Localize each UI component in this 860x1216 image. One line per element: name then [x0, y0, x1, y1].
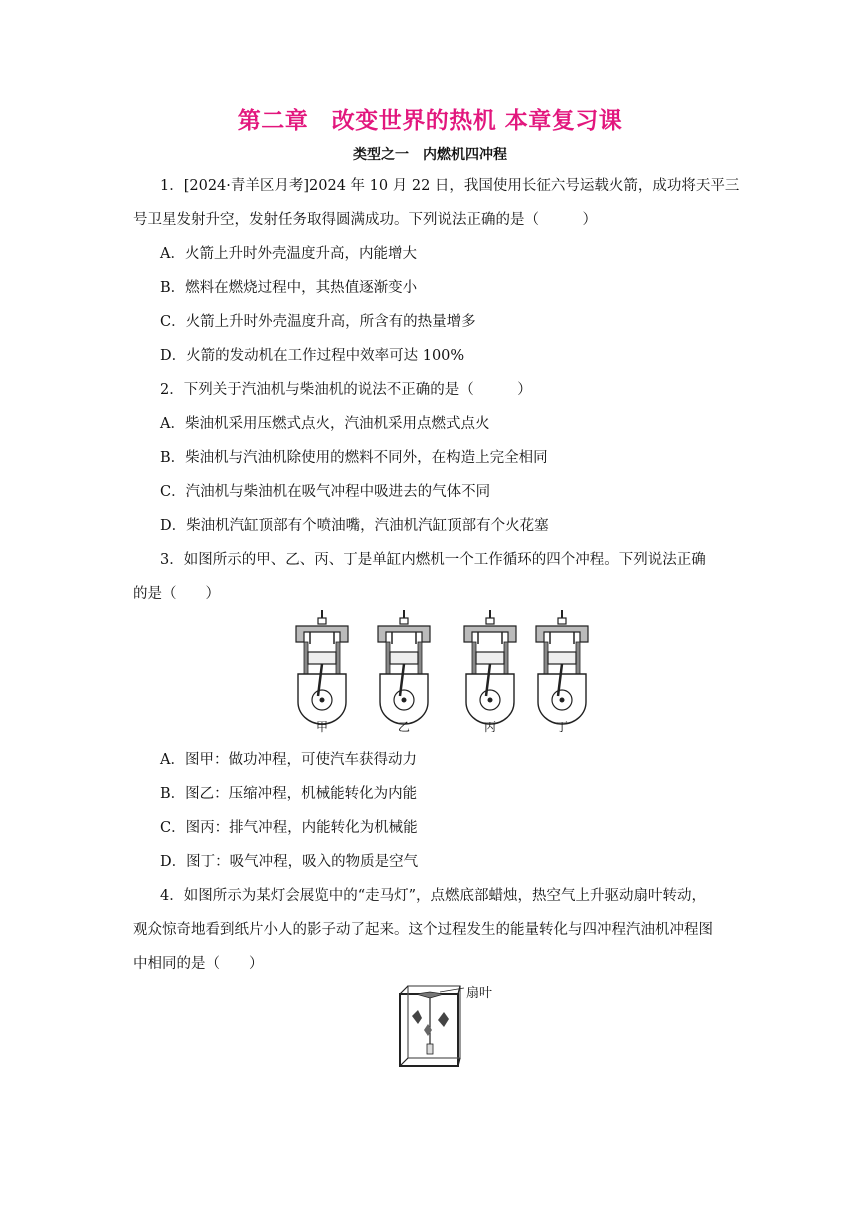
figure-label-jia: 甲 [316, 720, 329, 734]
engine-jia-icon [296, 610, 348, 724]
engine-yi-icon [378, 610, 430, 724]
question-4-stem-line-3: 中相同的是（ ） [133, 956, 264, 972]
figure-label-yi: 乙 [398, 720, 411, 734]
fan-blade-label: 扇叶 [466, 986, 493, 1001]
question-2-option-c: C．汽油机与柴油机在吸气冲程中吸进去的气体不同 [160, 484, 491, 500]
question-2-option-d: D．柴油机汽缸顶部有个喷油嘴，汽油机汽缸顶部有个火花塞 [160, 518, 549, 534]
question-4-stem-line-2: 观众惊奇地看到纸片小人的影子动了起来。这个过程发生的能量转化与四冲程汽油机冲程图 [133, 922, 713, 938]
question-3-option-a: A．图甲：做功冲程，可使汽车获得动力 [160, 752, 417, 768]
question-3-option-d: D．图丁：吸气冲程，吸入的物质是空气 [160, 854, 419, 870]
question-1-stem-line-1: 1．[2024·青羊区月考]2024 年 10 月 22 日，我国使用长征六号运载火箭，成功将天平三 [160, 178, 740, 194]
question-3-option-b: B．图乙：压缩冲程，机械能转化为内能 [160, 786, 418, 802]
question-3-stem-line-1: 3．如图所示的甲、乙、丙、丁是单缸内燃机一个工作循环的四个冲程。下列说法正确 [160, 552, 706, 568]
engine-strokes-figure [290, 608, 590, 736]
engine-bing-icon [464, 610, 516, 724]
question-1-option-b: B．燃料在燃烧过程中，其热值逐渐变小 [160, 280, 418, 296]
page-title: 第二章 改变世界的热机 本章复习课 [237, 108, 623, 134]
engine-ding-icon [536, 610, 588, 724]
question-2-option-a: A．柴油机采用压燃式点火，汽油机采用点燃式点火 [160, 416, 490, 432]
figure-label-ding: 丁 [556, 720, 569, 734]
question-2-stem-line-1: 2．下列关于汽油机与柴油机的说法不正确的是（ ） [160, 382, 532, 398]
lantern-figure [380, 980, 500, 1072]
question-1-option-c: C．火箭上升时外壳温度升高，所含有的热量增多 [160, 314, 476, 330]
question-1-option-d: D．火箭的发动机在工作过程中效率可达 100% [160, 348, 465, 364]
question-1-stem-line-2: 号卫星发射升空，发射任务取得圆满成功。下列说法正确的是（ ） [133, 212, 597, 228]
question-4-stem-line-1: 4．如图所示为某灯会展览中的“走马灯”，点燃底部蜡烛，热空气上升驱动扇叶转动， [160, 888, 707, 904]
question-3-option-c: C．图丙：排气冲程，内能转化为机械能 [160, 820, 418, 836]
figure-label-bing: 丙 [484, 720, 497, 734]
question-1-option-a: A．火箭上升时外壳温度升高，内能增大 [160, 246, 417, 262]
section-subtitle: 类型之一 内燃机四冲程 [353, 147, 507, 163]
question-2-option-b: B．柴油机与汽油机除使用的燃料不同外，在构造上完全相同 [160, 450, 548, 466]
engine-strokes-diagram [290, 608, 590, 736]
question-3-stem-line-2: 的是（ ） [133, 586, 220, 602]
